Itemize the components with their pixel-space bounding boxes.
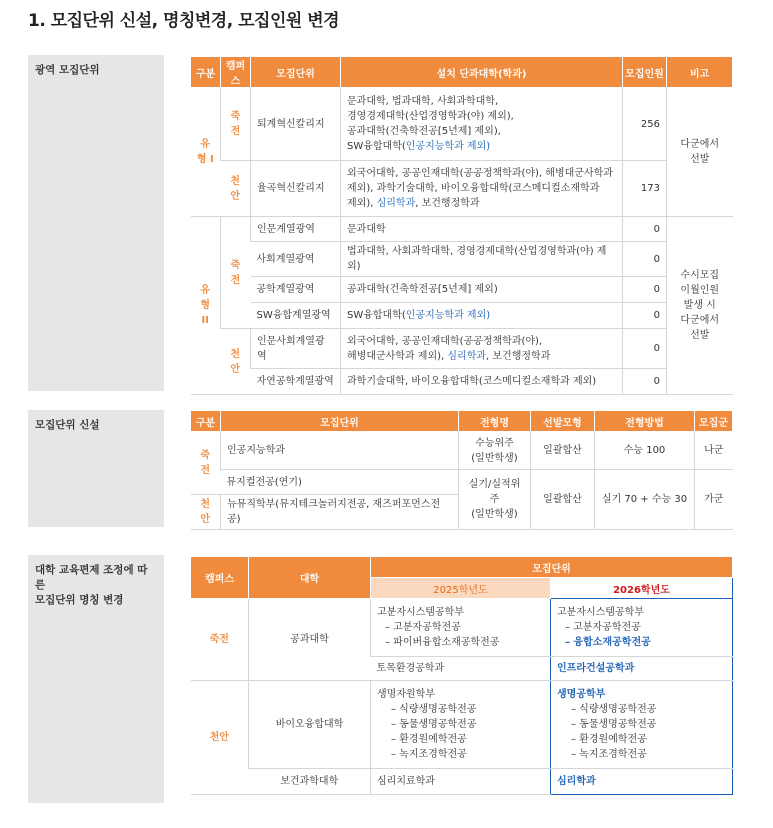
table-row [191, 217, 733, 242]
college-cell: 공과대학 [249, 599, 371, 681]
unit-2025-cell: 토목환경공학과 [371, 657, 551, 681]
unit-cell: SW융합계열광역 [251, 303, 341, 329]
unit-cell: 인문계열광역 [251, 217, 341, 242]
college-cell: 바이오융합대학 [249, 681, 371, 769]
header-cell: 구분 [191, 411, 221, 432]
model-cell: 일괄합산 [531, 470, 595, 530]
campus-cell: 천안 [191, 681, 249, 795]
count-cell: 0 [623, 303, 667, 329]
table-row [191, 242, 733, 277]
new-units-table [190, 410, 733, 530]
unit-cell: 인문사회계열광역 [251, 329, 341, 369]
unit-2026-cell: 심리학과 [551, 769, 733, 795]
header-cell: 모집단위 [221, 411, 459, 432]
group-cell: 가군 [695, 470, 733, 530]
college-cell: 외국어대학, 공공인재대학(공공정책학과(야), 해병대군사학과 제외), 심리학과, 보건행정학과 [341, 329, 623, 369]
count-cell: 256 [623, 88, 667, 161]
section-label-wide-units: 광역 모집단위 [28, 55, 164, 391]
header-cell: 전형명 [459, 411, 531, 432]
unit-cell: 공학계열광역 [251, 277, 341, 303]
unit-cell: 뮤지컬전공(연기) [221, 470, 459, 495]
header-cell: 비고 [667, 57, 733, 88]
unit-2025-cell: 생명자원학부 – 식량생명공학전공 – 동물생명공학전공 – 환경원예학전공 – 녹지조경학전공 [371, 681, 551, 769]
table-row [191, 681, 733, 769]
table-header-row [191, 411, 733, 432]
college-cell: 문과대학 [341, 217, 623, 242]
table-row [191, 470, 733, 495]
header-cell: 구분 [191, 57, 221, 88]
unit-cell: 사회계열광역 [251, 242, 341, 277]
campus-cell: 천안 [221, 161, 251, 217]
college-cell: 보건과학대학 [249, 769, 371, 795]
note-cell: 수시모집 이월인원 발생 시 다군에서 선발 [667, 217, 733, 395]
table-row [191, 432, 733, 470]
page-title: 1. 모집단위 신설, 명칭변경, 모집인원 변경 [28, 11, 340, 31]
campus-cell: 죽전 [191, 599, 249, 681]
admission-type-cell: 실기/실적위주 (일반학생) [459, 470, 531, 530]
table-row [191, 769, 733, 795]
college-cell: 공과대학(건축학전공[5년제] 제외) [341, 277, 623, 303]
name-change-table [190, 556, 733, 795]
table-row [191, 303, 733, 329]
count-cell: 0 [623, 217, 667, 242]
college-cell: 과학기술대학, 바이오융합대학(코스메디컬소재학과 제외) [341, 369, 623, 395]
table-row [191, 277, 733, 303]
campus-cell: 죽전 [221, 217, 251, 329]
note-cell: 다군에서 선발 [667, 88, 733, 217]
header-cell: 모집인원 [623, 57, 667, 88]
unit-2026-cell: 생명공학부 – 식량생명공학전공 – 동물생명공학전공 – 환경원예학전공 – 녹지조경학전공 [551, 681, 733, 769]
type-cell: 유형 I [191, 88, 221, 217]
header-cell: 모집단위 [371, 557, 733, 578]
table-row [191, 161, 733, 217]
campus-cell: 천안 [221, 329, 251, 395]
unit-cell: 인공지능학과 [221, 432, 459, 470]
header-cell: 선발모형 [531, 411, 595, 432]
college-cell: 외국어대학, 공공인재대학(공공정책학과(야), 해병대군사학과 제외), 과학기술대학, 바이오융합대학(코스메디컬소재학과 제외), 심리학과, 보건행정학과 [341, 161, 623, 217]
count-cell: 0 [623, 277, 667, 303]
header-cell-2026: 2026학년도 [551, 578, 733, 599]
header-cell: 대학 [249, 557, 371, 599]
header-cell: 모집군 [695, 411, 733, 432]
unit-cell: 퇴계혁신칼리지 [251, 88, 341, 161]
count-cell: 0 [623, 242, 667, 277]
method-cell: 수능 100 [595, 432, 695, 470]
campus-cell: 죽전 [191, 432, 221, 495]
unit-2026-cell: 인프라건설공학과 [551, 657, 733, 681]
admission-type-cell: 수능위주 (일반학생) [459, 432, 531, 470]
header-cell: 캠퍼스 [191, 557, 249, 599]
header-cell: 전형방법 [595, 411, 695, 432]
unit-2025-cell: 심리치료학과 [371, 769, 551, 795]
method-cell: 실기 70 + 수능 30 [595, 470, 695, 530]
section-label-new-units: 모집단위 신설 [28, 410, 164, 527]
table-header-row [191, 57, 733, 88]
table-row [191, 599, 733, 657]
table-header-row [191, 557, 733, 578]
header-cell: 캠퍼스 [221, 57, 251, 88]
model-cell: 일괄합산 [531, 432, 595, 470]
college-cell: 문과대학, 법과대학, 사회과학대학, 경영경제대학(산업경영학과(야) 제외), 공과대학(건축학전공[5년제] 제외), SW융합대학(인공지능학과 제외) [341, 88, 623, 161]
unit-2026-cell: 고분자시스템공학부 – 고분자공학전공 – 융합소재공학전공 [551, 599, 733, 657]
wide-units-table [190, 56, 733, 395]
campus-cell: 죽전 [221, 88, 251, 161]
count-cell: 0 [623, 329, 667, 369]
count-cell: 0 [623, 369, 667, 395]
unit-cell: 자연공학계열광역 [251, 369, 341, 395]
campus-cell: 천안 [191, 495, 221, 530]
header-cell: 모집단위 [251, 57, 341, 88]
table-row [191, 369, 733, 395]
unit-2025-cell: 고분자시스템공학부 – 고분자공학전공 – 파이버융합소재공학전공 [371, 599, 551, 657]
college-cell: SW융합대학(인공지능학과 제외) [341, 303, 623, 329]
table-row [191, 88, 733, 161]
header-cell: 설치 단과대학(학과) [341, 57, 623, 88]
group-cell: 나군 [695, 432, 733, 470]
header-cell-2025: 2025학년도 [371, 578, 551, 599]
college-cell: 법과대학, 사회과학대학, 경영경제대학(산업경영학과(야) 제외) [341, 242, 623, 277]
unit-cell: 율곡혁신칼리지 [251, 161, 341, 217]
unit-cell: 뉴뮤직학부(뮤지테크놀러지전공, 재즈퍼포먼스전공) [221, 495, 459, 530]
type-cell: 유형 II [191, 217, 221, 395]
section-label-name-change: 대학 교육편제 조정에 따른 모집단위 명칭 변경 [28, 555, 164, 803]
table-row [191, 329, 733, 369]
count-cell: 173 [623, 161, 667, 217]
